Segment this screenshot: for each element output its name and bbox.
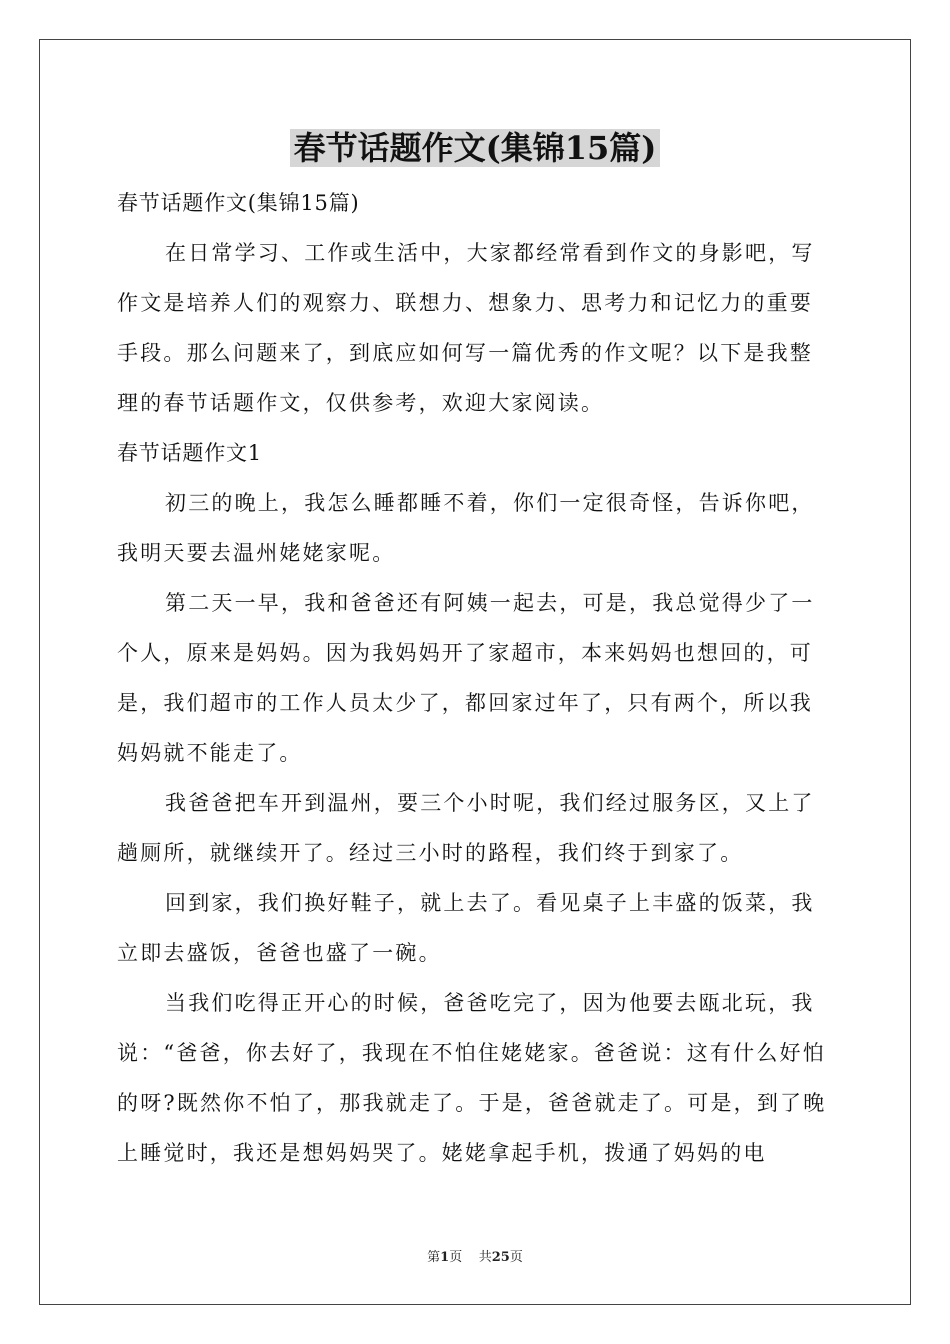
footer-page-suffix: 页 <box>449 1250 463 1265</box>
footer-total-prefix: 共 <box>478 1250 492 1265</box>
essay-paragraph-1: 初三的晚上，我怎么睡都睡不着，你们一定很奇怪，告诉你吧，我明天要去温州姥姥家呢。 <box>117 491 815 565</box>
document-body <box>117 178 835 1178</box>
essay-paragraph-4: 回到家，我们换好鞋子，就上去了。看见桌子上丰盛的饭菜，我立即去盛饭，爸爸也盛了一碗。 <box>117 891 815 965</box>
document-subtitle: 春节话题作文(集锦15篇) <box>117 191 360 215</box>
footer-total-suffix: 页 <box>509 1250 523 1265</box>
intro-paragraph: 在日常学习、工作或生活中，大家都经常看到作文的身影吧，写作文是培养人们的观察力、联想力、想象力、思考力和记忆力的重要手段。那么问题来了，到底应如何写一篇优秀的作文呢？以下是我整理的春节话题作文，仅供参考，欢迎大家阅读。 <box>117 241 815 415</box>
document-title <box>0 126 950 170</box>
footer-current-page: 1 <box>440 1250 450 1265</box>
footer-total-pages: 25 <box>491 1250 510 1265</box>
page-footer <box>0 1246 950 1265</box>
footer-prefix: 第 <box>427 1250 441 1265</box>
essay-paragraph-3: 我爸爸把车开到温州，要三个小时呢，我们经过服务区，又上了趟厕所，就继续开了。经过三小时的路程，我们终于到家了。 <box>117 791 815 865</box>
essay-paragraph-2: 第二天一早，我和爸爸还有阿姨一起去，可是，我总觉得少了一个人，原来是妈妈。因为我妈妈开了家超市，本来妈妈也想回的，可是，我们超市的工作人员太少了，都回家过年了，只有两个，所以我妈妈就不能走了。 <box>117 591 815 765</box>
document-title-text: 春节话题作文(集锦15篇) <box>290 129 661 167</box>
section-heading: 春节话题作文1 <box>117 441 262 465</box>
essay-paragraph-5: 当我们吃得正开心的时候，爸爸吃完了，因为他要去瓯北玩，我说：“爸爸，你去好了，我现在不怕住姥姥家。爸爸说：这有什么好怕的呀?既然你不怕了，那我就走了。于是，爸爸就走了。可是，到了晚上睡觉时，我还是想妈妈哭了。姥姥拿起手机，拨通了妈妈的电 <box>117 991 827 1165</box>
